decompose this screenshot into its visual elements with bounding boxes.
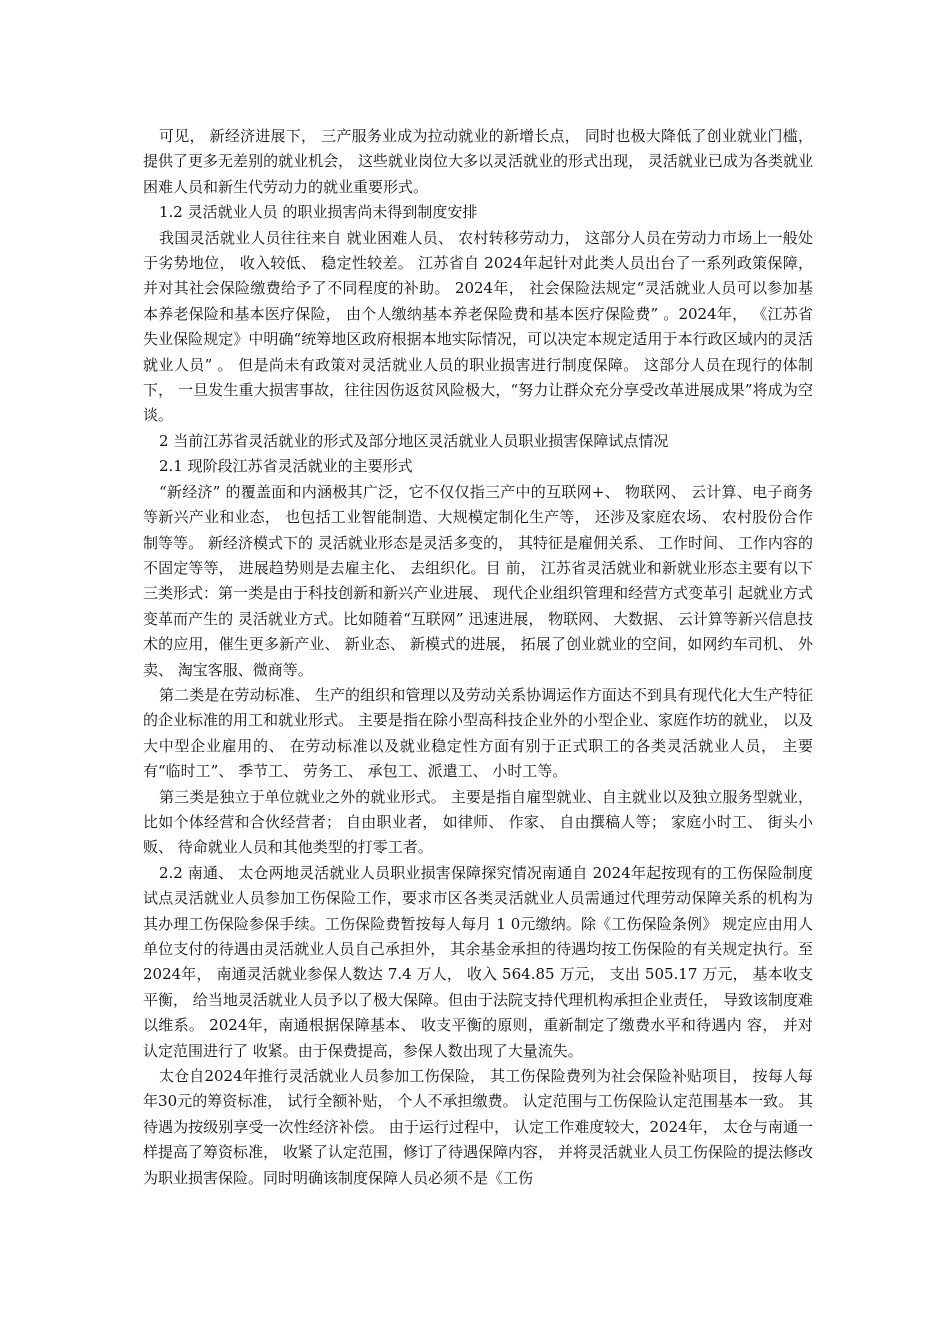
paragraph-flexible-workers: 我国灵活就业人员往往来自 就业困难人员、 农村转移劳动力， 这部分人员在劳动力市场上一般处于劣势地位， 收入较低、 稳定性较差。 江苏省自 2024年起针对此类人员出台了一系列政策保障， 并对其社会保险缴费给予了不同程度的补助。 2024年， 社会保险法规定“灵活就业人员可以参加基本养老保险和基本医疗保险， 由个人缴纳基本养老保险费和基本医疗保险费” 。2024年， 《江苏省失业保险规定》中明确“统筹地区政府根据本地实际情况，可以决定本规定适用于本行政区域内的灵活就业人员” 。 但是尚未有政策对灵活就业人员的职业损害进行制度保障。 这部分人员在现行的体制下， 一旦发生重大损害事故，往往因伤返贫风险极大，“努力让群众充分享受改革进展成果”将成为空谈。	[143, 228, 813, 425]
section-heading-1-2: 1.2 灵活就业人员 的职业损害尚未得到制度安排	[159, 203, 478, 222]
section-heading-2-1: 2.1 现阶段江苏省灵活就业的主要形式	[159, 457, 413, 476]
paragraph-taicang: 太仓自2024年推行灵活就业人员参加工伤保险， 其工伤保险费列为社会保险补贴项目， 按每人每年30元的筹资标准， 试行全额补贴， 个人不承担缴费。 认定范围与工伤保险认定范围基本一致。 其待遇为按级别享受一次性经济补偿。 由于运行过程中， 认定工作难度较大，2024年， 太仓与南通一样提高了筹资标准， 收紧了认定范围，修订了待遇保障内容， 并将灵活就业人员工伤保险的提法修改为职业损害保险。同时明确该制度保障人员必须不是《工伤	[143, 1067, 813, 1187]
document-body	[143, 124, 813, 1191]
paragraph-third-type: 第三类是独立于单位就业之外的就业形式。 主要是指自雇型就业、自主就业以及独立服务型就业， 比如个体经营和合伙经营者； 自由职业者， 如律师、 作家、 自由撰稿人等； 家庭小时工、 街头小贩、 待命就业人员和其他类型的打零工者。	[143, 787, 813, 857]
paragraph-new-economy-forms: “新经济” 的覆盖面和内涵极其广泛，它不仅仅指三产中的互联网+、 物联网、 云计算、电子商务等新兴产业和业态， 也包括工业智能制造、大规模定制化生产等， 还涉及家庭农场、 农村股份合作制等等。 新经济模式下的 灵活就业形态是灵活多变的， 其特征是雇佣关系、 工作时间、 工作内容的不固定等等， 进展趋势则是去雇主化、 去组织化。目 前， 江苏省灵活就业和新就业形态主要有以下三类形式：第一类是由于科技创新和新兴产业进展、 现代企业组织管理和经营方式变革引 起就业方式变革而产生的 灵活就业方式。比如随着“互联网” 迅速进展， 物联网、 大数据、 云计算等新兴信息技术的应用，催生更多新产业、 新业态、 新模式的进展， 拓展了创业就业的空间，如网约车司机、 外卖、 淘宝客服、微商等。	[143, 482, 813, 679]
paragraph-new-economy: 可见， 新经济进展下， 三产服务业成为拉动就业的新增长点， 同时也极大降低了创业就业门槛， 提供了更多无差别的就业机会， 这些就业岗位大多以灵活就业的形式出现， 灵活就业已成为各类就业困难人员和新生代劳动力的就业重要形式。	[143, 127, 813, 196]
paragraph-second-type: 第二类是在劳动标准、 生产的组织和管理以及劳动关系协调运作方面达不到具有现代化大生产特征的企业标准的用工和就业形式。 主要是指在除小型高科技企业外的小型企业、家庭作坊的就业， 以及大中型企业雇用的、 在劳动标准以及就业稳定性方面有别于正式职工的各类灵活就业人员， 主要有“临时工”、 季节工、 劳务工、 承包工、派遣工、 小时工等。	[143, 685, 813, 781]
paragraph-nantong: 2.2 南通、 太仓两地灵活就业人员职业损害保障探究情况南通自 2024年起按现有的工伤保险制度试点灵活就业人员参加工伤保险工作，要求市区各类灵活就业人员需通过代理劳动保障关系的机构为其办理工伤保险参保手续。工伤保险费暂按每人每月 1 0元缴纳。除《工伤保险条例》 规定应由用人单位支付的待遇由灵活就业人员自己承担外， 其余基金承担的待遇均按工伤保险的有关规定执行。至 2024年， 南通灵活就业参保人数达 7.4 万人， 收入 564.85 万元， 支出 505.17 万元， 基本收支平衡， 给当地灵活就业人员予以了极大保障。但由于法院支持代理机构承担企业责任， 导致该制度难以维系。 2024年，南通根据保障基本、 收支平衡的原则，重新制定了缴费水平和待遇内 容， 并对认定范围进行了 收紧。由于保费提高，参保人数出现了大量流失。	[143, 863, 813, 1060]
section-heading-2: 2 当前江苏省灵活就业的形式及部分地区灵活就业人员职业损害保障试点情况	[159, 431, 669, 450]
